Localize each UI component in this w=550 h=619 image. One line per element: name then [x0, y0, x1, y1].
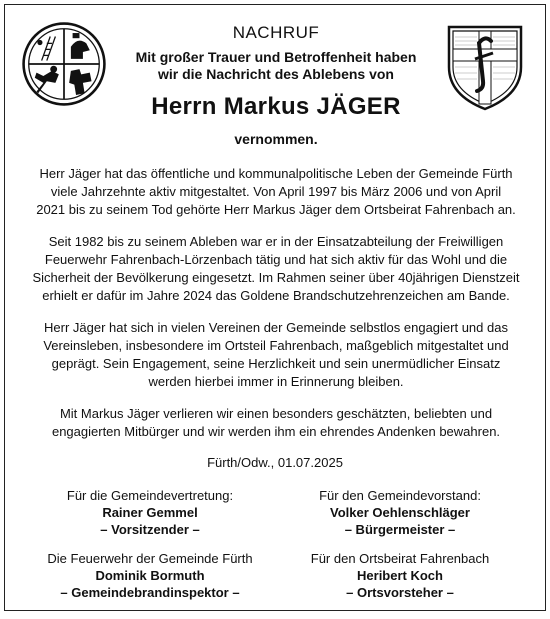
coat-of-arms-icon — [445, 23, 525, 111]
signature-person: Dominik Bormuth — [95, 568, 205, 583]
signature-title: – Bürgermeister – — [344, 522, 456, 537]
signature-person: Volker Oehlenschläger — [330, 505, 470, 520]
notice-title: NACHRUF — [232, 23, 320, 42]
signature-role: Die Feuerwehr der Gemeinde Fürth — [47, 551, 253, 566]
paragraph-line: Mit Markus Jäger verlieren wir einen besonders geschätzten, beliebten und — [59, 406, 493, 421]
paragraph-3 — [15, 319, 537, 391]
intro-line-2: wir die Nachricht des Ablebens von — [158, 66, 394, 82]
paragraph-line: Seit 1982 bis zu seinem Ableben war er in der Einsatzabteilung der Freiwilligen — [48, 234, 504, 249]
obituary-notice — [4, 4, 546, 611]
paragraph-line: Vereinsleben, insbesondere im Ortsteil Fahrenbach, maßgeblich mitgestaltet und — [43, 338, 509, 353]
signature-feuerwehr — [25, 550, 275, 601]
signature-title: – Ortsvorsteher – — [346, 585, 454, 600]
place-and-date: Fürth/Odw., 01.07.2025 — [207, 455, 343, 470]
signature-block — [25, 487, 525, 601]
paragraph-2 — [15, 233, 537, 305]
signature-ortsbeirat — [275, 550, 525, 601]
signature-title: – Vorsitzender – — [100, 522, 200, 537]
signature-gemeindevorstand — [275, 487, 525, 538]
paragraph-4 — [15, 405, 537, 441]
paragraph-line: Herr Jäger hat das öffentliche und kommunalpolitische Leben der Gemeinde Fürth — [39, 166, 513, 181]
paragraph-line: Feuerwehr Fahrenbach-Lörzenbach tätig und hat sich aktiv für das Wohl und die — [44, 252, 508, 267]
intro-closing: vernommen. — [234, 131, 318, 147]
paragraph-1 — [15, 165, 537, 219]
signature-gemeindevertretung — [25, 487, 275, 538]
signature-role: Für den Gemeindevorstand: — [319, 488, 481, 503]
signature-role: Für die Gemeindevertretung: — [66, 488, 234, 503]
notice-body — [15, 165, 537, 455]
paragraph-line: viele Jahrzehnte aktiv mitgestaltet. Von April 1997 bis März 2006 und von April — [50, 184, 502, 199]
intro-line-1: Mit großer Trauer und Betroffenheit haben — [135, 49, 417, 65]
signature-person: Rainer Gemmel — [102, 505, 198, 520]
signature-title: – Gemeindebrandinspektor – — [60, 585, 240, 600]
paragraph-line: werden hierbei immer in Erinnerung bleiben. — [148, 374, 404, 389]
deceased-name: Herrn Markus JÄGER — [151, 93, 401, 120]
paragraph-line: 2021 bis zu seinem Tod gehörte Herr Markus Jäger dem Ortsbeirat Fahrenbach an. — [36, 202, 516, 217]
signature-person: Heribert Koch — [357, 568, 443, 583]
paragraph-line: erhielt er dafür im Jahre 2024 das Goldene Brandschutzehrenzeichen am Bande. — [42, 288, 510, 303]
signature-role: Für den Ortsbeirat Fahrenbach — [310, 551, 490, 566]
paragraph-line: Herr Jäger hat sich in vielen Vereinen der Gemeinde selbstlos engagiert und das — [44, 320, 508, 335]
paragraph-line: Sicherheit der Bevölkerung eingesetzt. Im Rahmen seiner über 40jährigen Dienstzeit — [32, 270, 520, 285]
fire-brigade-emblem-icon — [21, 21, 107, 107]
paragraph-line: geprägt. Sein Engagement, seine Herzlichkeit und sein unermüdlicher Einsatz — [51, 356, 501, 371]
paragraph-line: engagierten Mitbürger und wir werden ihm ein ehrendes Andenken bewahren. — [51, 424, 501, 439]
notice-heading — [115, 23, 437, 147]
